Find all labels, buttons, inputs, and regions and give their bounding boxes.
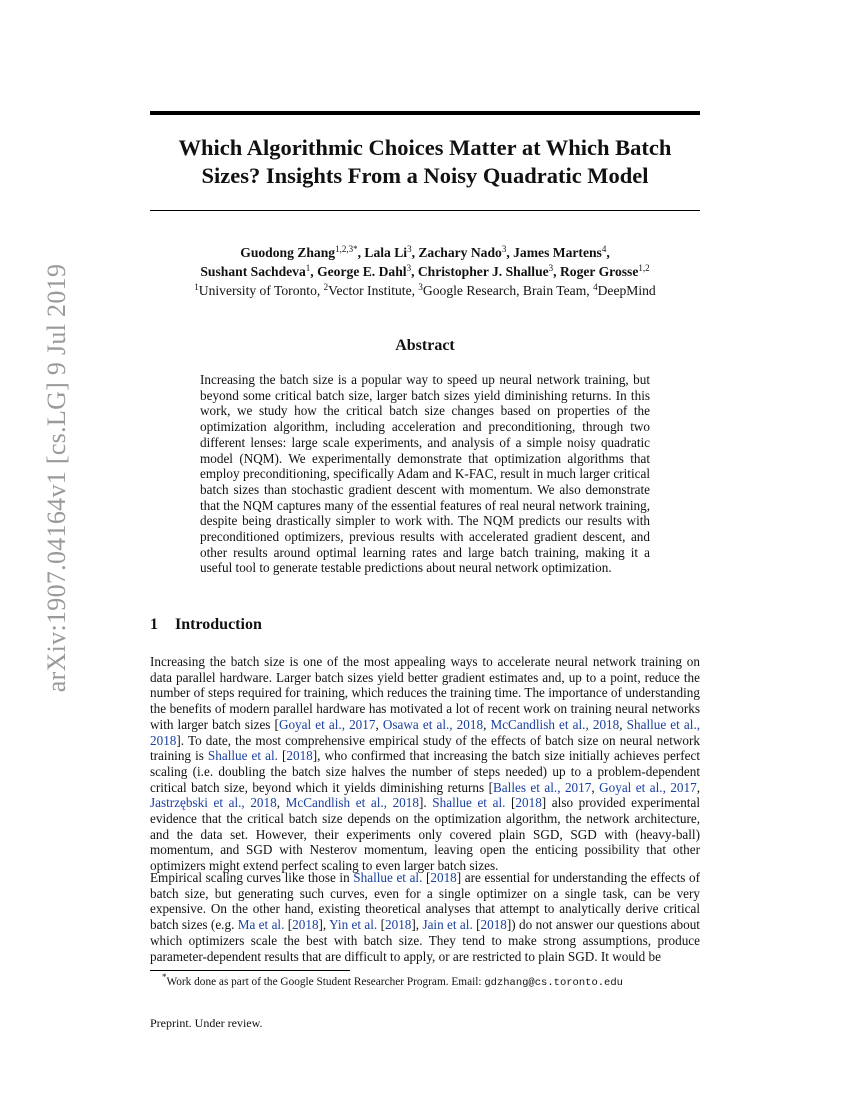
intro-paragraph-1 [150,654,700,874]
author-block [150,243,700,300]
footnote [150,972,700,990]
citation-link[interactable]: Ma et al. [237,917,285,933]
section-number: 1 [150,616,158,633]
paragraph-text: ] also provided experimental evidence that the critical batch size depends on the optimization algorithm, the network architecture, and the data set. However, their experiments only covered plain SGD, SGD with (heavy-ball) momentum, and SGD with Nesterov momentum, leaving open the enticing possibility that other optimizers might extend perfect scaling to even larger batch sizes. [150,795,700,874]
author-affiliation-mark: 1 [305,263,311,273]
citation-link[interactable]: Jastrzębski et al., 2018 [150,795,277,811]
citation-link[interactable]: McCandlish et al., 2018 [490,716,620,732]
paragraph-text: , [696,779,701,795]
author-name: Sushant Sachdeva [200,264,306,279]
citation-link[interactable]: McCandlish et al., 2018 [285,795,419,811]
title-top-rule [150,111,700,115]
paragraph-text: , [483,716,491,732]
paragraph-text: [ [422,870,431,885]
affiliation-list [150,281,700,300]
title-bottom-rule [150,210,700,211]
author-name: Roger Grosse [559,264,639,279]
paper-title: Which Algorithmic Choices Matter at Which Batch Sizes? Insights From a Noisy Quadratic Model [178,135,672,188]
section-heading [150,616,262,634]
citation-link[interactable]: 2018 [430,870,457,885]
citation-link[interactable]: Goyal et al., 2017 [278,716,376,732]
intro-paragraph-2 [150,870,700,964]
paragraph-text: , [276,795,286,811]
author-list: Guodong Zhang$^{1,2,3*}$, Lala Li$^3$, Zachary Nado$^3$, James Martens$^4$, Sushant Sachdeva$^1$, George E. Dahl$^3$, Christopher J. Shallue$^3$, Roger Grosse$^{1,2}$ [200,244,650,279]
citation-link[interactable]: Jain et al. [422,917,473,933]
paragraph-text: Increasing the batch size is one of the most appealing ways to accelerate neural network training on data parallel hardware. Larger batch sizes yield better gradient estimates and, up to a point, reduce the number of steps required for training, which reduces the training time. The importance of understanding the benefits of modern parallel hardware has motivated a lot of recent work on training neural networks with larger batch sizes [ [150,654,700,732]
citation-link[interactable]: Shallue et al. [432,795,506,811]
arxiv-stamp: arXiv:1907.04164v1 [cs.LG] 9 Jul 2019 [42,263,71,693]
preprint-note: Preprint. Under review. [150,1016,263,1030]
citation-link[interactable]: 2018 [292,917,319,933]
abstract-heading: Abstract [395,337,455,354]
citation-link[interactable]: Balles et al., 2017 [493,779,592,795]
citation-link[interactable]: Yin et al. [329,917,378,933]
paragraph-text: ]. To date, the most comprehensive empirical study of the effects of batch size on neural network training is [150,732,700,764]
paragraph-text: ], [318,917,330,933]
paragraph-text: [ [277,748,287,764]
affiliation-mark: 3 [418,282,423,292]
author-affiliation-mark: 4 [601,244,607,254]
author-name: James Martens [513,245,602,260]
citation-link[interactable]: 2018 [385,917,412,933]
footnote-rule [150,970,350,971]
abstract-text: Increasing the batch size is a popular way to speed up neural network training, but beyond some critical batch size, larger batch sizes yield diminishing returns. In this work, we study how the critical batch size changes based on properties of the optimization algorithm, including acceleration and preconditioning, through two different lenses: large scale experiments, and analysis of a simple noisy quadratic model (NQM). We experimentally demonstrate that optimization algorithms that employ preconditioning, specifically Adam and K-FAC, result in much larger critical batch sizes than stochastic gradient descent with momentum. We also demonstrate that the NQM captures many of the essential features of real neural network training, despite being drastically simpler to work with. The NQM predicts our results with preconditioned optimizers, previous results with accelerated gradient descent, and other results around optimal learning rates and large batch training, making it a useful tool to generate testable predictions about neural network optimization. [200,372,650,576]
citation-link[interactable]: 2018 [286,748,313,764]
footnote-text: Work done as part of the Google Student Researcher Program. Email: [166,976,485,988]
author-affiliation-mark: 1,2 [638,263,650,273]
paragraph-text: ]) do not answer our questions about which optimizers scale the best with batch size. They tend to make strong assumptions, produce parameter-dependent results that are difficult to apply, or are restricted to plain SGD. It would be [150,917,700,964]
affiliation-mark: 2 [323,282,329,292]
paragraph-text: [ [505,795,516,811]
citation-link[interactable]: Osawa et al., 2018 [382,716,484,732]
citation-link[interactable]: Goyal et al., 2017 [599,779,697,795]
paragraph-text: ], who confirmed that increasing the batch size initially achieves perfect scaling (i.e. doubling the batch size halves the number of steps needed) up to a problem-dependent critical batch size, beyond which it yields diminishing returns [ [150,748,700,795]
citation-link[interactable]: Shallue et al. [353,870,423,885]
affiliation-mark: 1 [194,282,199,292]
paragraph-text: , [619,716,627,732]
paragraph-text: , [375,716,383,732]
author-affiliation-mark: 3 [548,263,554,273]
affiliation-name: Vector Institute, [328,283,419,298]
author-affiliation-mark: 3 [406,263,412,273]
author-name: Christopher J. Shallue [417,264,549,279]
citation-link[interactable]: Shallue et al. [207,748,278,764]
footnote-mark: * [162,972,167,982]
paragraph-text: [ [284,917,293,933]
author-affiliation-mark: 3 [407,244,412,254]
citation-link[interactable]: 2018 [515,795,542,811]
author-affiliation-mark: 3 [501,244,507,254]
author-name: George E. Dahl [317,264,407,279]
paragraph-text: , [591,779,600,795]
affiliation-name: DeepMind [597,283,656,298]
affiliation-mark: 4 [593,282,598,292]
author-affiliation-mark: 1,2,3* [335,244,358,254]
paragraph-text: [ [472,917,481,933]
affiliation-name: Google Research, Brain Team, [422,283,594,298]
paragraph-text: [ [377,917,385,933]
footnote-email[interactable]: gdzhang@cs.toronto.edu [484,977,623,989]
section-title: Introduction [175,616,262,633]
author-name: Guodong Zhang [240,245,336,260]
author-name: Zachary Nado [418,245,502,260]
paragraph-text: ] are essential for understanding the effects of batch size, but generating such curves, even for a single optimizer on a single task, can be very expensive. On the other hand, existing theoretical analyses that attempt to analytically derive critical batch sizes (e.g. [150,870,700,933]
paragraph-text: Empirical scaling curves like those in [150,870,354,885]
affiliation-name: University of Toronto, [198,283,324,298]
paragraph-text: ]. [418,795,433,811]
citation-link[interactable]: Shallue et al., 2018 [150,716,701,748]
citation-link[interactable]: 2018 [480,917,507,933]
author-name: Lala Li [364,245,408,260]
paragraph-text: ], [411,917,423,933]
